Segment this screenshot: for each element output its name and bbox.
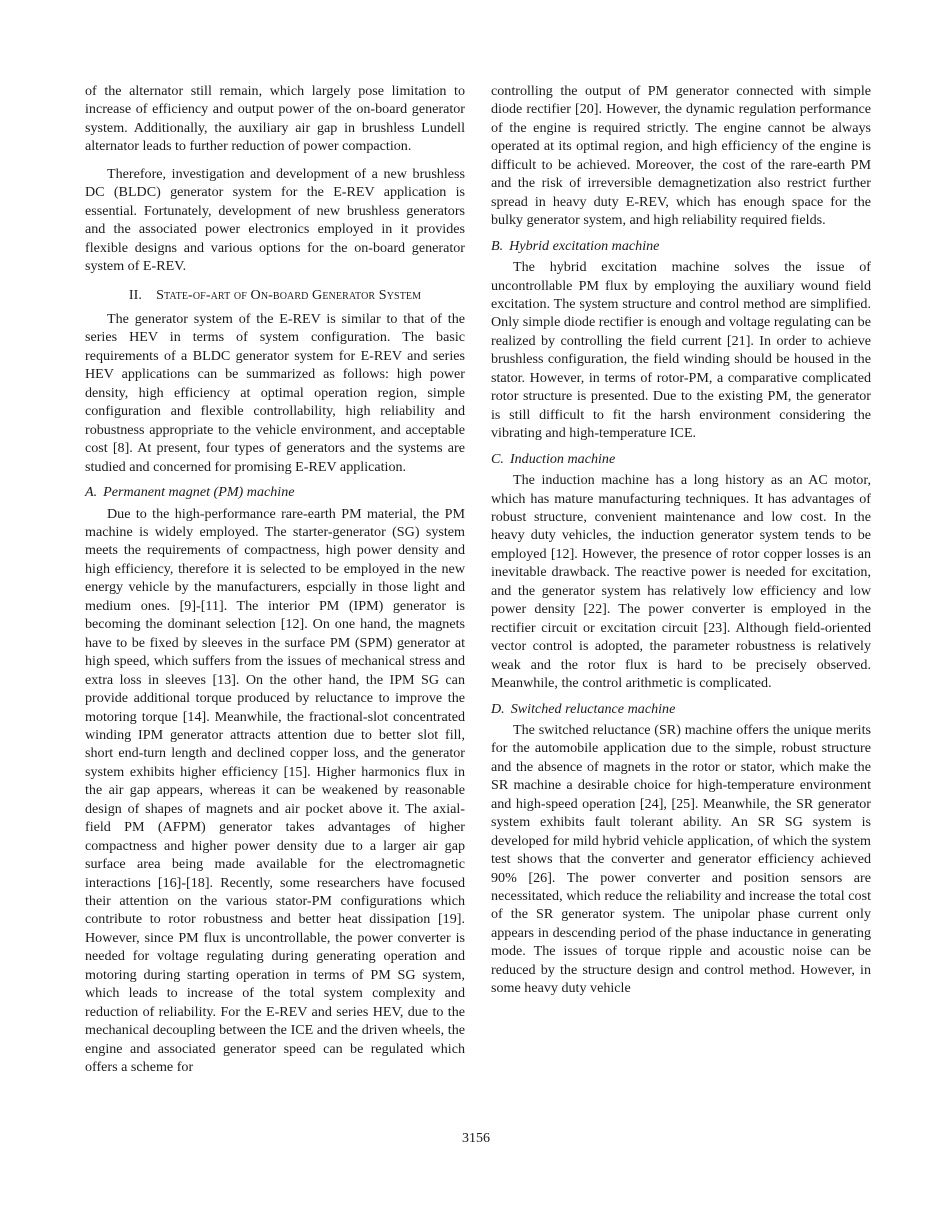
subsection-heading-a xyxy=(85,483,465,501)
subsection-letter: C. xyxy=(491,450,504,467)
left-column xyxy=(85,82,465,1077)
subsection-letter: B. xyxy=(491,237,504,254)
subsection-heading-c xyxy=(491,450,871,468)
subsection-title: Permanent magnet (PM) machine xyxy=(103,484,295,501)
paragraph-pm-continued: controlling the output of PM generator connected with simple diode rectifier [20]. However, the dynamic regulation performance of the engine is required strictly. The engine cannot be always operated at its optimal region, and high efficiency of the engine is difficult to be achieved. Moreover, the cost of the rare-earth PM and the risk of irreversible demagnetization also restrict further spread in heavy duty E-REV, which has enough space for the bulky generator system, and high reliability required fields. xyxy=(491,83,871,229)
page-number: 3156 xyxy=(462,1131,490,1146)
section-heading-ii xyxy=(85,286,465,304)
paragraph-switched-reluctance: The switched reluctance (SR) machine offers the unique merits for the automobile application due to the simple, robust structure and the absence of magnets in the rotor or stator, which make the SR machine a desirable choice for high-temperature environment and high-speed operation [24], [25]. Meanwhile, the SR generator system exhibits fault tolerant ability. An SR SG system is developed for mild hybrid vehicle application, of which the system test shows that the converter and generator efficiency achieved 90% [26]. The power converter and position sensors are necessitated, which reduce the reliability and increase the total cost of the SR generator system. The unipolar phase current only appears in descending period of the phase inductance in generating mode. The issues of torque ripple and acoustic noise can be reduced by the structure design and control method. However, in some heavy duty vehicle xyxy=(491,721,871,997)
subsection-letter: D. xyxy=(491,700,505,717)
section-number: II. xyxy=(128,286,143,303)
paragraph-pm-machine: Due to the high-performance rare-earth PM material, the PM machine is widely employed. The starter-generator (SG) system meets the requirements of compactness, high power density and high efficiency, therefore it is selected to be employed in the new energy vehicle by the manufacturers, espcially in those light and medium ones. [9]-[11]. The interior PM (IPM) generator is becoming the dominant selection [12]. On one hand, the magnets have to be fixed by sleeves in the surface PM (SPM) generator at high speed, which suffers from the issues of mechanical stress and extra loss in sleeves [13]. On the other hand, the IPM SG can provide additional torque produced by reluctance to improve the motoring torque [14]. Meanwhile, the fractional-slot concentrated winding IPM generator attracts attention due to better slot fill, short end-turn length and declined copper loss, and the generator system exhibits higher efficiency [15]. Higher harmonics flux in the air gap appears, whereas it can be weakened by reasonable design of shapes of magnets and air pocket above it. The axial-field PM (AFPM) generator takes advantages of higher compactness and higher power density due to a larger air gap surface area being made available for the electromagnetic interactions [16]-[18]. Recently, some researchers have focused their attention on the various stator-PM configurations which contribute to rotor robustness and better heat dissipation [19]. However, since PM flux is uncontrollable, the power converter is needed for voltage regulating during generating operation and motoring during starting operation in terms of PM SG system, which leads to increase of the total system complexity and reduction of reliability. For the E-REV and series HEV, due to the mechanical decoupling between the ICE and the driven wheels, the engine and associated generator speed can be regulated which offers a scheme for xyxy=(85,505,465,1076)
paragraph-induction-machine: The induction machine has a long history as an AC motor, which has mature manufacturing techniques. It has advantages of robust structure, convenient maintenance and low cost. In the heavy duty vehicles, the induction generator system tends to be employed [12]. However, the presence of rotor copper losses is an inevitable drawback. The reactive power is needed for excitation, and the generator system has relatively low efficiency and low power density [22]. The power converter is employed in the rectifier circuit or excitation circuit [23]. Although field-oriented vector control is adopted, the parameter robustness is relatively weak and the rotor flux is hard to be precisely observed. Meanwhile, the control arithmetic is complicated. xyxy=(491,472,871,692)
paragraph-alternator-limits: of the alternator still remain, which largely pose limitation to increase of efficiency and output power of the on-board generator system. Additionally, the auxiliary air gap in brushless Lundell alternator leads to further reduction of power compaction. xyxy=(85,83,465,155)
subsection-title: Switched reluctance machine xyxy=(510,700,676,717)
subsection-heading-b xyxy=(491,237,871,255)
subsection-heading-d xyxy=(491,700,871,718)
subsection-title: Induction machine xyxy=(509,450,616,467)
paragraph-generator-requirements: The generator system of the E-REV is similar to that of the series HEV in terms of system configuration. The basic requirements of a BLDC generator system for E-REV and series HEV applications can be summarized as follows: high power density, high efficiency at optimal operation region, simple configuration and flexible controllability, high reliability and robustness appropriate to the vehicle environment, and acceptable cost [8]. At present, four types of generators and the systems are studied and concerned for promising E-REV application. xyxy=(85,310,465,475)
paragraph-hybrid-excitation: The hybrid excitation machine solves the issue of uncontrollable PM flux by employing the auxiliary wound field excitation. The system structure and control method are simplified. Only simple diode rectifier is enough and voltage regulating can be realized by controlling the field current [21]. In order to achieve brushless configuration, the field winding should be housed in the stator. However, in terms of rotor-PM, a comparative complicated rotor structure is presented. Due to the existing PM, the generator is still difficult to fit the harsh environment considering the vibrating and high-temperature ICE. xyxy=(491,259,871,442)
paragraph-bldc-motivation: Therefore, investigation and development of a new brushless DC (BLDC) generator system for the E-REV application is essential. Fortunately, development of new brushless generators and the associated power electronics employed in it provides flexible designs and various options for the on-board generator system of E-REV. xyxy=(85,165,465,275)
subsection-title: Hybrid excitation machine xyxy=(509,237,660,254)
subsection-letter: A. xyxy=(85,484,98,501)
right-column xyxy=(491,82,871,998)
section-title: State-of-art of On-board Generator System xyxy=(156,286,422,303)
